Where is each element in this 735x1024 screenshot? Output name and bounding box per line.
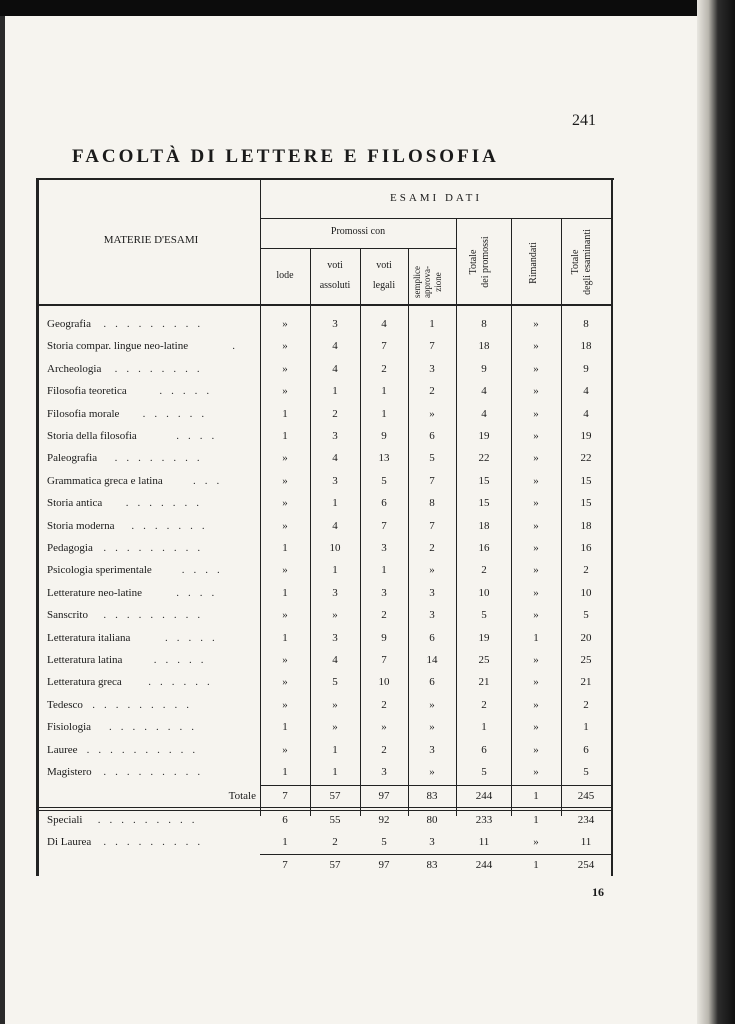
cell-lode: » <box>282 564 288 576</box>
cell-riman: » <box>533 318 539 330</box>
cell-semplice: 3 <box>429 744 435 756</box>
cell-tot-prom: 15 <box>478 475 490 487</box>
cell-legali: 7 <box>381 654 387 666</box>
table-row <box>36 448 614 470</box>
cell-tot-prom: 6 <box>481 744 487 756</box>
leader-dots: ...... <box>148 676 219 688</box>
subject-name: Pedagogia <box>47 542 93 554</box>
cell-legali: 10 <box>378 676 390 688</box>
cell-tot-esam: 19 <box>580 430 592 442</box>
subject-name: Psicologia sperimentale <box>47 564 152 576</box>
cell-tot-esam: 9 <box>583 363 589 375</box>
cell-tot-esam: 234 <box>577 814 595 826</box>
leader-dots: . <box>232 340 244 352</box>
page-number: 241 <box>572 112 596 129</box>
rimandati-header: Rimandati <box>528 242 539 284</box>
scan-top-edge <box>0 0 735 16</box>
cell-assoluti: 57 <box>329 790 341 802</box>
subject-name: Speciali <box>47 814 83 826</box>
table-row <box>36 359 614 381</box>
cell-tot-prom: 233 <box>475 814 493 826</box>
leader-dots: ..... <box>165 632 224 644</box>
cell-lode: 6 <box>282 814 288 826</box>
cell-tot-esam: 16 <box>580 542 592 554</box>
cell-tot-prom: 22 <box>478 452 490 464</box>
subject-name: Letterature neo-latine <box>47 587 142 599</box>
table-row <box>36 314 614 336</box>
cell-legali: 3 <box>381 766 387 778</box>
cell-riman: » <box>533 654 539 666</box>
cell-tot-esam: 8 <box>583 318 589 330</box>
cell-legali: 1 <box>381 564 387 576</box>
cell-tot-esam: 15 <box>580 497 592 509</box>
cell-semplice: » <box>429 408 435 420</box>
cell-tot-esam: 18 <box>580 340 592 352</box>
lode-header: lode <box>276 270 294 281</box>
subject-name: Letteratura greca <box>47 676 122 688</box>
cell-lode: » <box>282 609 288 621</box>
cell-lode: 1 <box>282 721 288 733</box>
leader-dots: ......... <box>97 814 204 826</box>
cell-assoluti: 1 <box>332 564 338 576</box>
leader-dots: .... <box>176 587 224 599</box>
table-row <box>36 336 614 358</box>
cell-legali: 5 <box>381 475 387 487</box>
cell-legali: 97 <box>378 859 390 871</box>
cell-lode: » <box>282 340 288 352</box>
leader-dots: ........ <box>114 452 209 464</box>
cell-riman: » <box>533 744 539 756</box>
cell-riman: » <box>533 587 539 599</box>
subject-name: Archeologia <box>47 363 102 375</box>
subject-name: Magistero <box>47 766 92 778</box>
subject-name: Grammatica greca e latina <box>47 475 163 487</box>
cell-legali: 5 <box>381 836 387 848</box>
cell-assoluti: 3 <box>332 632 338 644</box>
cell-assoluti: 1 <box>332 385 338 397</box>
cell-tot-prom: 244 <box>475 790 493 802</box>
grand-total-row <box>36 855 614 877</box>
cell-lode: » <box>282 520 288 532</box>
cell-semplice: 6 <box>429 676 435 688</box>
cell-lode: 1 <box>282 836 288 848</box>
cell-legali: 2 <box>381 744 387 756</box>
promossi-con-header: Promossi con <box>330 226 386 237</box>
cell-riman: » <box>533 676 539 688</box>
leader-dots: .... <box>181 564 229 576</box>
cell-riman: » <box>533 363 539 375</box>
cell-riman: » <box>533 452 539 464</box>
cell-tot-esam: 5 <box>583 609 589 621</box>
subject-name: Storia moderna <box>47 520 115 532</box>
cell-tot-prom: 10 <box>478 587 490 599</box>
table-row <box>36 695 614 717</box>
subject-name: Storia compar. lingue neo-latine <box>47 340 189 352</box>
cell-riman: » <box>533 475 539 487</box>
semplice-approvazione-header: semplice approva- zione <box>412 266 443 298</box>
cell-lode: 1 <box>282 632 288 644</box>
leader-dots: ......... <box>103 836 210 848</box>
cell-assoluti: 4 <box>332 654 338 666</box>
subject-name: Sanscrito <box>47 609 88 621</box>
cell-legali: » <box>381 721 387 733</box>
cell-tot-esam: 5 <box>583 766 589 778</box>
cell-lode: » <box>282 385 288 397</box>
cell-assoluti: 1 <box>332 766 338 778</box>
cell-assoluti: » <box>332 699 338 711</box>
cell-semplice: 7 <box>429 340 435 352</box>
table-row <box>36 650 614 672</box>
cell-legali: 3 <box>381 542 387 554</box>
cell-lode: 1 <box>282 408 288 420</box>
cell-lode: 1 <box>282 587 288 599</box>
leader-dots: ........ <box>114 363 209 375</box>
esami-dati-underline <box>260 218 612 219</box>
cell-riman: » <box>533 564 539 576</box>
cell-tot-prom: 4 <box>481 385 487 397</box>
subject-name: Di Laurea <box>47 836 92 848</box>
cell-assoluti: 10 <box>329 542 341 554</box>
subject-column-header: MATERIE D'ESAMI <box>103 234 199 246</box>
cell-lode: » <box>282 318 288 330</box>
cell-assoluti: 57 <box>329 859 341 871</box>
cell-riman: » <box>533 609 539 621</box>
leader-dots: ......... <box>103 766 210 778</box>
cell-semplice: 6 <box>429 430 435 442</box>
cell-riman: » <box>533 721 539 733</box>
cell-tot-esam: 1 <box>583 721 589 733</box>
cell-tot-prom: 18 <box>478 520 490 532</box>
cell-tot-prom: 11 <box>478 836 490 848</box>
cell-riman: » <box>533 766 539 778</box>
cell-assoluti: 2 <box>332 836 338 848</box>
table-row <box>36 605 614 627</box>
cell-tot-esam: 4 <box>583 408 589 420</box>
leader-dots: ....... <box>125 497 209 509</box>
cell-semplice: 3 <box>429 609 435 621</box>
cell-lode: » <box>282 676 288 688</box>
cell-tot-prom: 1 <box>481 721 487 733</box>
cell-riman: » <box>533 385 539 397</box>
cell-riman: » <box>533 699 539 711</box>
voti-assoluti-header-2: assoluti <box>319 280 351 291</box>
cell-tot-prom: 2 <box>481 699 487 711</box>
cell-lode: » <box>282 497 288 509</box>
leader-dots: ......... <box>103 542 210 554</box>
cell-semplice: 6 <box>429 632 435 644</box>
cell-tot-prom: 5 <box>481 609 487 621</box>
subject-name: Filosofia morale <box>47 408 120 420</box>
cell-riman: » <box>533 340 539 352</box>
cell-legali: 92 <box>378 814 390 826</box>
header-bottom-border <box>39 304 612 306</box>
table-row <box>36 471 614 493</box>
cell-assoluti: 3 <box>332 475 338 487</box>
cell-legali: 2 <box>381 363 387 375</box>
cell-tot-prom: 15 <box>478 497 490 509</box>
table-row <box>36 717 614 739</box>
cell-tot-esam: 15 <box>580 475 592 487</box>
cell-legali: 4 <box>381 318 387 330</box>
cell-tot-esam: 254 <box>577 859 595 871</box>
cell-tot-esam: 10 <box>580 587 592 599</box>
table-row <box>36 538 614 560</box>
cell-tot-prom: 8 <box>481 318 487 330</box>
esami-dati-header: ESAMI DATI <box>389 192 483 204</box>
cell-legali: 97 <box>378 790 390 802</box>
cell-semplice: 5 <box>429 452 435 464</box>
cell-semplice: 3 <box>429 836 435 848</box>
cell-semplice: » <box>429 766 435 778</box>
cell-lode: » <box>282 699 288 711</box>
cell-assoluti: 1 <box>332 744 338 756</box>
totale-label: Totale <box>228 790 256 802</box>
table-row <box>36 381 614 403</box>
cell-lode: » <box>282 744 288 756</box>
subject-name: Storia della filosofia <box>47 430 137 442</box>
leader-dots: ..... <box>153 654 213 666</box>
subject-name: Letteratura italiana <box>47 632 131 644</box>
cell-semplice: 3 <box>429 363 435 375</box>
cell-tot-esam: 25 <box>580 654 592 666</box>
cell-tot-esam: 2 <box>583 699 589 711</box>
cell-tot-prom: 18 <box>478 340 490 352</box>
cell-assoluti: 3 <box>332 587 338 599</box>
cell-tot-prom: 21 <box>478 676 490 688</box>
cell-lode: » <box>282 363 288 375</box>
cell-legali: 2 <box>381 609 387 621</box>
cell-tot-prom: 19 <box>478 430 490 442</box>
cell-legali: 13 <box>378 452 390 464</box>
subject-name: Tedesco <box>47 699 83 711</box>
table-row <box>36 560 614 582</box>
cell-legali: 1 <box>381 408 387 420</box>
cell-tot-prom: 2 <box>481 564 487 576</box>
cell-tot-esam: 18 <box>580 520 592 532</box>
totale-esaminanti-header: Totale degli esaminanti <box>570 229 593 295</box>
cell-assoluti: 4 <box>332 520 338 532</box>
cell-legali: 7 <box>381 340 387 352</box>
cell-semplice: 8 <box>429 497 435 509</box>
cell-semplice: » <box>429 721 435 733</box>
cell-riman: » <box>533 520 539 532</box>
cell-riman: 1 <box>533 632 539 644</box>
cell-tot-prom: 244 <box>475 859 493 871</box>
cell-tot-esam: 20 <box>580 632 592 644</box>
leader-dots: ..... <box>159 385 219 397</box>
cell-legali: 3 <box>381 587 387 599</box>
cell-tot-esam: 11 <box>580 836 592 848</box>
cell-lode: » <box>282 654 288 666</box>
cell-lode: 7 <box>282 859 288 871</box>
cell-tot-esam: 245 <box>577 790 595 802</box>
leader-dots: ......... <box>103 609 210 621</box>
table-row <box>36 516 614 538</box>
sub-total-row <box>36 832 614 854</box>
subject-name: Fisiologia <box>47 721 92 733</box>
cell-tot-prom: 9 <box>481 363 487 375</box>
cell-tot-esam: 2 <box>583 564 589 576</box>
cell-lode: » <box>282 475 288 487</box>
cell-assoluti: 55 <box>329 814 341 826</box>
cell-semplice: 14 <box>426 654 438 666</box>
cell-semplice: 2 <box>429 385 435 397</box>
cell-riman: » <box>533 408 539 420</box>
cell-riman: » <box>533 542 539 554</box>
cell-legali: 6 <box>381 497 387 509</box>
leader-dots: ........ <box>109 721 203 733</box>
cell-semplice: 83 <box>426 790 438 802</box>
cell-semplice: 1 <box>429 318 435 330</box>
cell-lode: 1 <box>282 542 288 554</box>
cell-assoluti: » <box>332 609 338 621</box>
cell-semplice: 7 <box>429 475 435 487</box>
cell-tot-prom: 16 <box>478 542 490 554</box>
table-top-border <box>36 178 614 180</box>
cell-tot-prom: 25 <box>478 654 490 666</box>
scan-left-edge <box>0 16 5 1024</box>
cell-riman: 1 <box>533 790 539 802</box>
cell-tot-esam: 6 <box>583 744 589 756</box>
cell-assoluti: 2 <box>332 408 338 420</box>
cell-semplice: » <box>429 564 435 576</box>
cell-tot-prom: 19 <box>478 632 490 644</box>
subject-name: Paleografia <box>47 452 98 464</box>
cell-assoluti: 3 <box>332 430 338 442</box>
cell-riman: 1 <box>533 859 539 871</box>
subject-name: Geografia <box>47 318 91 330</box>
cell-riman: » <box>533 430 539 442</box>
totale-row <box>36 786 614 808</box>
cell-tot-esam: 4 <box>583 385 589 397</box>
table-row <box>36 404 614 426</box>
leader-dots: ...... <box>142 408 214 420</box>
cell-legali: 7 <box>381 520 387 532</box>
cell-assoluti: 4 <box>332 452 338 464</box>
cell-semplice: 3 <box>429 587 435 599</box>
cell-semplice: 80 <box>426 814 438 826</box>
leader-dots: ......... <box>92 699 198 711</box>
subject-name: Lauree <box>47 744 78 756</box>
table-row <box>36 740 614 762</box>
table-row <box>36 762 614 784</box>
table-row <box>36 628 614 650</box>
subject-name: Storia antica <box>47 497 103 509</box>
leader-dots: ... <box>193 475 229 487</box>
cell-semplice: » <box>429 699 435 711</box>
voti-legali-header-1: voti <box>376 260 392 271</box>
cell-semplice: 7 <box>429 520 435 532</box>
sub-total-row <box>36 810 614 832</box>
cell-assoluti: 3 <box>332 318 338 330</box>
cell-assoluti: 5 <box>332 676 338 688</box>
cell-riman: 1 <box>533 814 539 826</box>
cell-lode: 7 <box>282 790 288 802</box>
cell-legali: 1 <box>381 385 387 397</box>
table-row <box>36 493 614 515</box>
exam-statistics-table <box>36 178 614 876</box>
cell-tot-prom: 4 <box>481 408 487 420</box>
cell-riman: » <box>533 497 539 509</box>
cell-tot-prom: 5 <box>481 766 487 778</box>
leader-dots: .......... <box>86 744 205 756</box>
voti-legali-header-2: legali <box>372 280 396 291</box>
table-row <box>36 426 614 448</box>
cell-semplice: 83 <box>426 859 438 871</box>
cell-assoluti: 4 <box>332 340 338 352</box>
cell-riman: » <box>533 836 539 848</box>
cell-lode: 1 <box>282 766 288 778</box>
cell-legali: 9 <box>381 430 387 442</box>
leader-dots: ......... <box>103 318 210 330</box>
totale-promossi-header: Totale dei promossi <box>468 236 491 288</box>
cell-assoluti: 1 <box>332 497 338 509</box>
leader-dots: .... <box>176 430 224 442</box>
cell-assoluti: 4 <box>332 363 338 375</box>
voti-assoluti-header-1: voti <box>327 260 343 271</box>
cell-lode: » <box>282 452 288 464</box>
subject-name: Letteratura latina <box>47 654 123 666</box>
cell-legali: 9 <box>381 632 387 644</box>
page-title: FACOLTÀ DI LETTERE E FILOSOFIA <box>72 146 499 167</box>
footer-signature-mark: 16 <box>592 885 604 899</box>
table-row <box>36 583 614 605</box>
leader-dots: ....... <box>131 520 214 532</box>
cell-legali: 2 <box>381 699 387 711</box>
subject-name: Filosofia teoretica <box>47 385 127 397</box>
cell-tot-esam: 22 <box>580 452 592 464</box>
cell-tot-esam: 21 <box>580 676 592 688</box>
cell-assoluti: » <box>332 721 338 733</box>
table-row <box>36 672 614 694</box>
book-binding-edge <box>697 0 735 1024</box>
cell-semplice: 2 <box>429 542 435 554</box>
cell-lode: 1 <box>282 430 288 442</box>
